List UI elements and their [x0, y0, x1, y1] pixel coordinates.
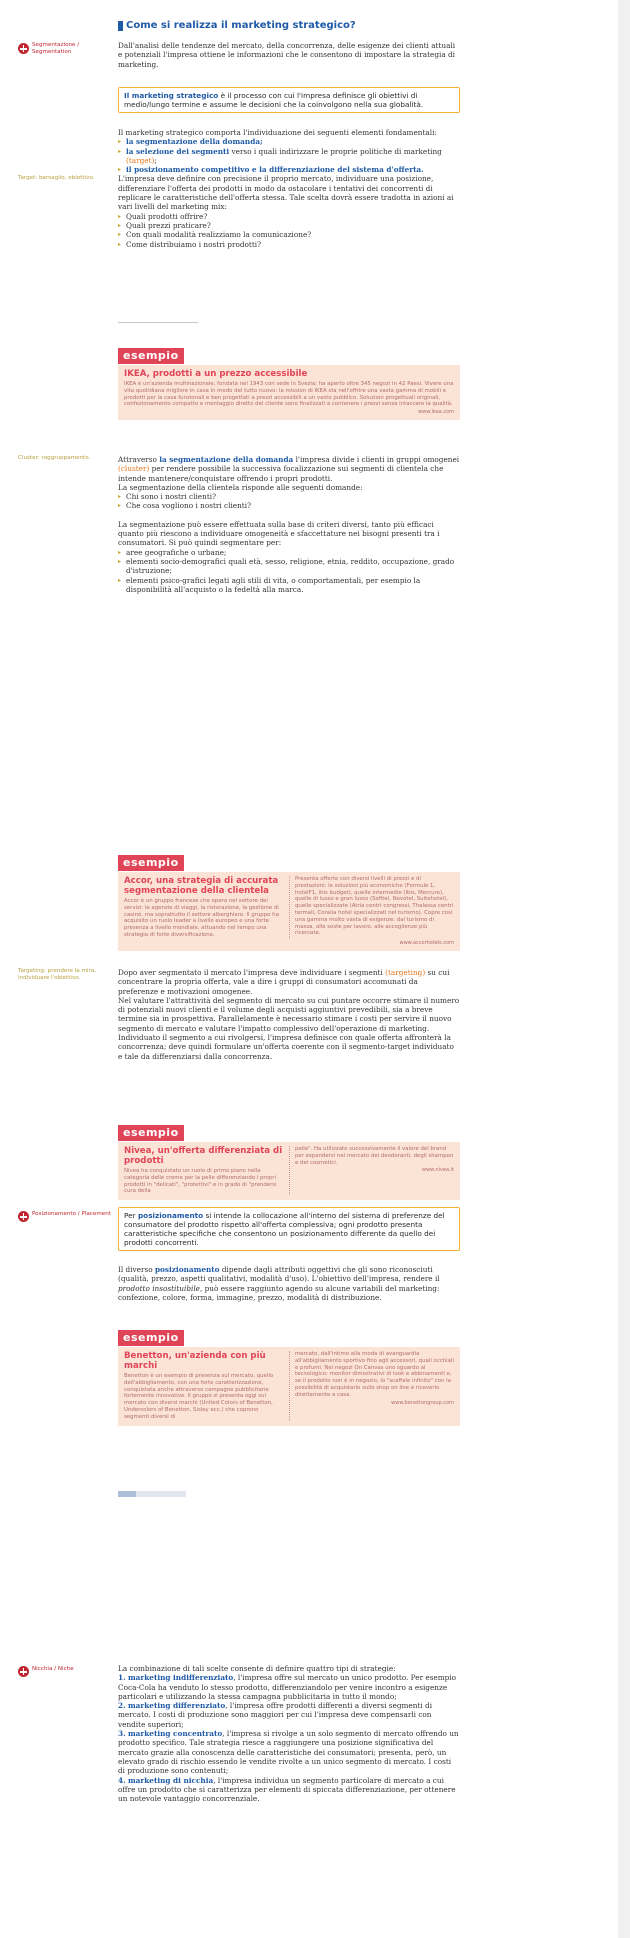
- example-label: esempio: [118, 855, 184, 871]
- side-note-niche: Nicchia / Niche: [32, 1666, 74, 1672]
- example-text-right: Presenta offerte con diversi livelli di prezzi e di prestazioni: le soluzioni più economiche (Formule 1, hotelF1, ibis budget), quelle intermedie (ibis, Mercure), quelle di lusso e gran lusso (Sofitel, Novotel, Suitehotel), quelle specializzate (Atria centri congressi, Thalassa centri termali, Coralia hotel specializzati nel turismo). Copre così una gamma molto vasta di esigenze: dal turismo di massa, alle soste per lavoro, alle accoglienze più ricercate.: [295, 876, 454, 937]
- example-box-benetton: [118, 1347, 460, 1426]
- targeting-paragraph-3: Individuato il segmento a cui rivolgersi, l'impresa definisce con quale offerta affronterà la concorrenza; deve quindi formulare un'offerta coerente con il segmento-target individuato e tale da differenziarsi dalla concorrenza.: [118, 1033, 454, 1061]
- definition-text: è il processo con cui l'impresa definisce gli obiettivi di medio/lungo termine e assume le decisioni che la coinvolgono nella sua globalità.: [124, 91, 424, 109]
- list-item: 3. marketing concentrato, l'impresa si rivolge a un solo segmento di mercato offrendo un prodotto specifico. Tale strategia riesce a raggiungere una posizione significativa del mercato grazie alla conoscenza delle caratteristiche dei consumatori; presenta, però, un elevato grado di rischio essendo le vendite rivolte a un unico segmento di mercato. I costi di produzione sono contenuti;: [118, 1729, 459, 1776]
- segmentation-questions: [118, 492, 460, 511]
- intro-paragraph: Dall'analisi delle tendenze del mercato, della concorrenza, delle esigenze dei clienti attuali e potenziali l'impresa ottiene le informazioni che le consentono di impostare la strategia di marketing.: [118, 41, 456, 69]
- list-item: ▸ il posizionamento competitivo e la differenziazione del sistema d'offerta.: [118, 165, 460, 174]
- example-label: esempio: [118, 1125, 184, 1141]
- targeting-paragraph-1: Dopo aver segmentato il mercato l'impresa deve individuare i segmenti (targeting) su cui concentrare la propria offerta, vale a dire i gruppi di consumatori accomunati da preferenze e motivazioni omogenee.: [118, 968, 450, 996]
- list-item: ▸ Come distribuiamo i nostri prodotti?: [118, 240, 460, 249]
- example-text-right: pelle". Ha utilizzato successivamente il valore del brand per espandersi nel mercato dei deodoranti, degli shampoo e dei cosmetici.: [295, 1146, 454, 1166]
- side-note-positioning: Posizionamento / Placement: [32, 1211, 111, 1217]
- list-item: ▸ la selezione dei segmenti verso i quali indirizzare le proprie politiche di marketing (target);: [118, 147, 460, 166]
- example-title: IKEA, prodotti a un prezzo accessibile: [124, 369, 308, 379]
- targeting-paragraph-2: Nel valutare l'attrattività del segmento di mercato su cui puntare occorre stimare il numero di potenziali nuovi clienti e il volume degli acquisti aggiuntivi prevedibili, sia a breve termine sia in prospettiva. Parallelamente è necessario stimare i costi per servire il nuovo segmento di mercato e valutare l'impatto complessivo dell'operazione di marketing.: [118, 995, 460, 1033]
- example-box-accor: [118, 872, 460, 951]
- page-title: Come si realizza il marketing strategico?: [126, 20, 356, 31]
- strategies-list: [118, 1673, 460, 1803]
- example-label: esempio: [118, 1330, 184, 1346]
- list-item: ▸ la segmentazione della domanda;: [118, 137, 460, 146]
- list-item: 2. marketing differenziato, l'impresa offre prodotti differenti a diversi segmenti di mercato. I costi di produzione sono maggiori per cui l'impresa deve compensarli con vendite superiori;: [118, 1701, 433, 1729]
- example-text: IKEA è un'azienda multinazionale, fondata nel 1943 con sede in Svezia; ha aperto oltre 345 negozi in 42 Paesi. Vivere una vita quotidiana migliore in casa in modo del tutto nuovo: la mission di IKEA sta nell'offrire una vasta gamma di mobili e prodotti per la casa funzionali e ben progettati a prezzi accessibili a un vasto pubblico. Soluzioni progettuali originali, confezionamento compatto e montaggio diretto del cliente sono finalizzati a contenere i prezzi senza intaccare la qualità.: [124, 381, 454, 408]
- elements-section: [118, 128, 460, 249]
- example-title: Nivea, un'offerta differenziata di prodotti: [124, 1146, 283, 1166]
- example-url[interactable]: www.accorhotels.com: [399, 939, 454, 946]
- segmentation-section: [118, 455, 460, 594]
- example-label: esempio: [118, 348, 184, 364]
- segmentation-paragraph-3: La segmentazione può essere effettuata sulla base di criteri diversi, tanto più efficaci quanto più riescono a individuare omogeneità e sfaccettature nei bisogni presenti tra i consumatori. Si può quindi segmentare per:: [118, 519, 440, 548]
- list-item: ▸ Che cosa vogliono i nostri clienti?: [118, 501, 460, 510]
- positioning-paragraph: Il diverso posizionamento dipende dagli attributi oggettivi che gli sono riconosciuti (qualità, prezzo, aspetti qualitativi, modalità d'uso). L'obiettivo dell'impresa, rendere il prodotto insostituibile, può essere raggiunto agendo su alcune variabili del marketing: confezione, colore, forma, immagine, prezzo, modalità di distribuzione.: [118, 1265, 440, 1302]
- side-note-target: Target: bersaglio, obiettivo.: [18, 175, 95, 181]
- list-item: ▸ Quali prezzi praticare?: [118, 221, 460, 230]
- positioning-box: Per posizionamento si intende la collocazione all'interno del sistema di preferenze del consumatore del prodotto rispetto all'offerta complessiva; ogni prodotto presenta caratteristiche specifiche che consentono un posizionamento differente da quello dei prodotti concorrenti.: [118, 1207, 460, 1251]
- decorative-bar: [136, 1491, 186, 1497]
- definition-box: [118, 87, 460, 113]
- example-box-nivea: [118, 1142, 460, 1200]
- list-item: ▸ Chi sono i nostri clienti?: [118, 492, 460, 501]
- segmentation-criteria: [118, 548, 460, 594]
- list-item: ▸ Con quali modalità realizziamo la comunicazione?: [118, 230, 460, 239]
- example-url[interactable]: www.benettongroup.com: [391, 1399, 454, 1406]
- decorative-bar: [118, 1491, 136, 1497]
- section-divider: [118, 322, 198, 323]
- example-url[interactable]: www.nivea.it: [422, 1167, 454, 1174]
- list-item: ▸ Quali prodotti offrire?: [118, 212, 460, 221]
- side-note-segmentation: Segmentazione / Segmentation: [32, 42, 80, 55]
- list-item: 4. marketing di nicchia, l'impresa individua un segmento particolare di mercato a cui offre un prodotto che si caratterizza per elementi di spiccata differenziazione, per ottenere un notevole vantaggio concorrenziale.: [118, 1775, 456, 1804]
- list-item: 1. marketing indifferenziato, l'impresa offre sul mercato un unico prodotto. Per esempio Coca-Cola ha venduto lo stesso prodotto, differenziandolo per venire incontro a esigenze particolari e utilizzando la stessa campagna pubblicitaria in tutto il mondo;: [118, 1673, 457, 1701]
- uk-flag-icon: [18, 1666, 29, 1677]
- uk-flag-icon: [18, 1211, 29, 1222]
- side-note-targeting: Targeting: prendere la mira, individuare l'obiettivo.: [18, 968, 96, 981]
- example-title: Benetton, un'azienda con più marchi: [124, 1351, 266, 1371]
- targeting-section: [118, 968, 460, 1061]
- example-text-left: Benetton è un esempio di presenza sul mercato, quello dell'abbigliamento, con una forte caratterizzazione, conquistata anche attraverso campagne pubblicitarie fortemente innovative. Il gruppo si presenta oggi sul mercato con diversi marchi (United Colors of Benetton, Undercolors of Benetton, Sisley ecc.) che coprono segmenti diversi di: [124, 1373, 274, 1420]
- definition-term: Il marketing strategico: [124, 91, 219, 100]
- strategies-lead: La combinazione di tali scelte consente di definire quattro tipi di strategie:: [118, 1664, 396, 1673]
- uk-flag-icon: [18, 43, 29, 54]
- example-text-right: mercato, dall'intimo alla moda di avanguardia all'abbigliamento sportivo fino agli accessori, quali occhiali e profumi. Nei negozi On Canvas uno sguardo al tecnologico: monitor dimostrativi di look e abbinamenti e, se il prodotto non è in negozio, lo "scaffale infinito" con la possibilità di acquistarlo sullo shop on line e riceverlo direttamente a casa.: [295, 1351, 454, 1398]
- side-note-cluster: Cluster: raggruppamento.: [18, 455, 91, 461]
- example-text-left: Nivea ha conquistato un ruolo di primo piano nella categoria delle creme per la pelle differenziando i propri prodotti in "delicati", "protettivi" e in grado di "prendersi cura della: [124, 1168, 277, 1195]
- elements-lead: Il marketing strategico comporta l'individuazione dei seguenti elementi fondamentali:: [118, 128, 437, 137]
- example-text-left: Accor è un gruppo francese che opera nel settore dei servizi: le agenzie di viaggi, la ristorazione, la gestione di casinò, ma soprattutto il settore alberghiero. Il gruppo ha acquisito un ruolo leader a livello europeo e una forte presenza a livello mondiale, attuando nel tempo una strategia di forte diversificazione.: [124, 898, 279, 938]
- elements-paragraph: L'impresa deve definire con precisione il proprio mercato, individuare una posizione, differenziare l'offerta dei prodotti in modo da ostacolare i tentativi dei concorrenti di replicare le caratteristiche dell'offerta stessa. Tale scelta dovrà essere tradotta in azioni ai vari livelli del marketing mix:: [118, 174, 454, 212]
- marketing-mix-questions: [118, 212, 460, 249]
- example-box-ikea: [118, 365, 460, 420]
- segmentation-paragraph-1: Attraverso la segmentazione della domanda l'impresa divide i clienti in gruppi omogenei (cluster) per rendere possibile la successiva focalizzazione sui segmenti di clientela che intende mantenere/conquistare offrendo i propri prodotti.: [118, 455, 460, 483]
- example-title: Accor, una strategia di accurata segmentazione della clientela: [124, 876, 279, 896]
- list-item: ▸ elementi socio-demografici quali età, sesso, religione, etnia, reddito, occupazione, grado d'istruzione;: [118, 557, 460, 576]
- list-item: ▸ elementi psico-grafici legati agli stili di vita, o comportamentali, per esempio la disponibilità all'acquisto o la fedeltà alla marca.: [118, 576, 460, 595]
- segmentation-paragraph-2: La segmentazione della clientela risponde alle seguenti domande:: [118, 482, 363, 492]
- example-url[interactable]: www.ikea.com: [418, 409, 454, 416]
- elements-list: [118, 137, 460, 174]
- list-item: ▸ aree geografiche o urbane;: [118, 548, 460, 557]
- strategies-section: [118, 1664, 460, 1803]
- page-edge-stripe: [618, 0, 630, 1938]
